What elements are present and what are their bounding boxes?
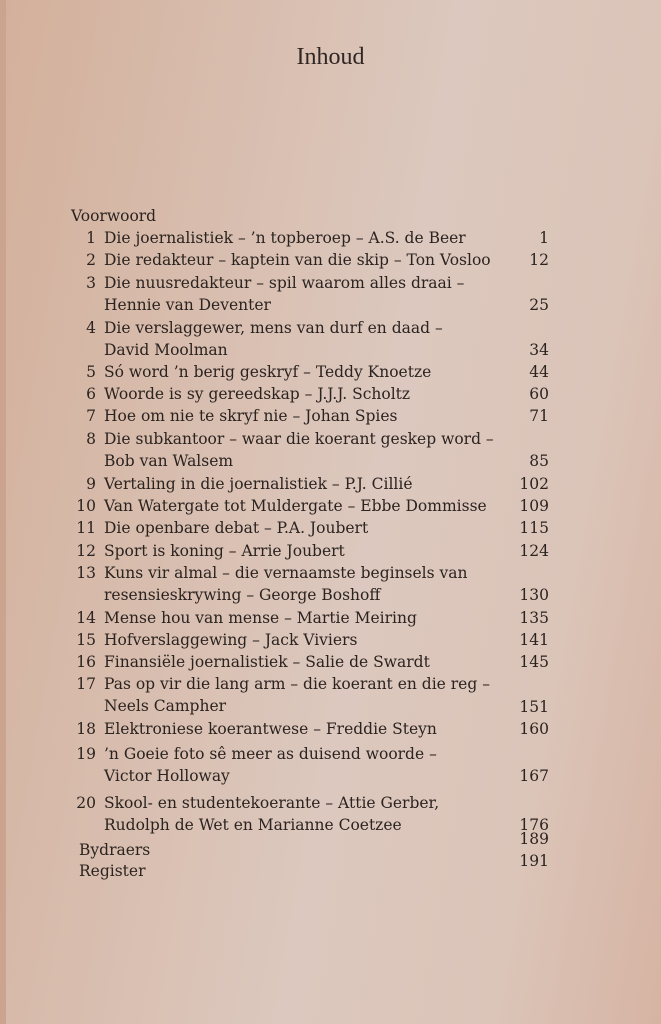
toc-entry-page: 124	[519, 542, 549, 560]
toc-entry-number: 12	[76, 542, 96, 560]
toc-entry-number: 8	[86, 430, 96, 448]
toc-entry-title: Van Watergate tot Muldergate – Ebbe Dommisse	[104, 497, 487, 515]
toc-entry-page: 115	[519, 519, 549, 537]
toc-entry-page: 145	[519, 653, 549, 671]
page-title: Inhoud	[296, 44, 365, 70]
toc-entry-page: 25	[529, 296, 549, 314]
toc-entry-number: 10	[76, 497, 96, 515]
toc-entry-title: Die subkantoor – waar die koerant geskep word –	[104, 430, 494, 448]
toc-entry-number: 6	[86, 385, 96, 403]
toc-entry-title: Hoe om nie te skryf nie – Johan Spies	[104, 407, 398, 425]
toc-entry-number: 13	[76, 564, 96, 582]
toc-entry-page: 176	[519, 816, 549, 834]
toc-back-bydraers: Bydraers	[79, 841, 151, 859]
toc-entry-title-continued: Neels Campher	[104, 697, 227, 716]
toc-entry-title: Skool- en studentekoerante – Attie Gerber,	[104, 794, 440, 812]
toc-entry-title: Mense hou van mense – Martie Meiring	[104, 609, 417, 627]
toc-entry-title: Die openbare debat – P.A. Joubert	[104, 519, 369, 537]
toc-entry-number: 7	[86, 407, 96, 425]
toc-entry-page: 109	[519, 497, 549, 515]
toc-entry-title: Die verslaggewer, mens van durf en daad –	[104, 319, 443, 337]
toc-entry-page: 160	[519, 720, 549, 738]
toc-entry-number: 19	[76, 745, 96, 763]
toc-entry-page: 44	[529, 363, 549, 381]
toc-back-page: 191	[519, 852, 549, 870]
toc-entry-page: 71	[529, 407, 549, 425]
toc-entry-number: 11	[76, 519, 96, 537]
toc-entry-title: Woorde is sy gereedskap – J.J.J. Scholtz	[104, 385, 411, 403]
toc-entry-number: 18	[76, 720, 96, 738]
toc-entry-page: 130	[519, 586, 549, 604]
toc-entry-page: 85	[529, 452, 549, 470]
toc-entry-title: Kuns vir almal – die vernaamste beginsels van	[104, 564, 468, 582]
toc-back-register: Register	[79, 862, 146, 880]
toc-entry-number: 14	[76, 609, 96, 627]
toc-entry-title-continued: Rudolph de Wet en Marianne Coetzee	[104, 816, 402, 835]
toc-entry-page: 102	[519, 475, 549, 493]
toc-entry-title-continued: Hennie van Deventer	[104, 296, 271, 315]
toc-entry-title: Die nuusredakteur – spil waarom alles draai –	[104, 274, 465, 292]
toc-entry-title: ’n Goeie foto sê meer as duisend woorde –	[104, 745, 437, 763]
toc-entry-number: 9	[86, 475, 96, 493]
toc-entry-page: 34	[529, 341, 549, 359]
toc-entry-page: 167	[519, 767, 549, 785]
toc-entry-number: 2	[86, 251, 96, 269]
toc-entry-title: Hofverslaggewing – Jack Viviers	[104, 631, 358, 649]
toc-entry-title: Die redakteur – kaptein van die skip – Ton Vosloo	[104, 251, 491, 269]
toc-entry-number: 15	[76, 631, 96, 649]
toc-entry-page: 12	[529, 251, 549, 269]
toc-entry-number: 4	[86, 319, 96, 337]
toc-entry-title: Finansiële joernalistiek – Salie de Swardt	[104, 653, 430, 671]
toc-entry-number: 3	[86, 274, 96, 292]
toc-entry-number: 5	[86, 363, 96, 381]
toc-entry-title-continued: Bob van Walsem	[104, 452, 234, 471]
toc-entry-page: 135	[519, 609, 549, 627]
toc-entry-page: 1	[539, 229, 549, 247]
toc-entry-page: 60	[529, 385, 549, 403]
toc-entry-title-continued: David Moolman	[104, 341, 228, 360]
toc-entry-title: Sport is koning – Arrie Joubert	[104, 542, 345, 560]
toc-entry-title: Pas op vir die lang arm – die koerant en die reg –	[104, 675, 490, 693]
toc-entry-title: Só word ’n berig geskryf – Teddy Knoetze	[104, 363, 432, 381]
page-edge	[0, 0, 6, 1024]
toc-entry-number: 16	[76, 653, 96, 671]
toc-entry-number: 1	[86, 229, 96, 247]
toc-entry-title-continued: Victor Holloway	[104, 767, 230, 786]
toc-entry-page: 141	[519, 631, 549, 649]
toc-entry-number: 20	[76, 794, 96, 812]
toc-front-voorwoord: Voorwoord	[71, 207, 157, 225]
toc-entry-title: Elektroniese koerantwese – Freddie Steyn	[104, 720, 437, 738]
toc-back-page: 189	[519, 830, 549, 848]
toc-entry-title: Vertaling in die joernalistiek – P.J. Cillié	[104, 475, 413, 493]
toc-entry-number: 17	[76, 675, 96, 693]
toc-entry-page: 151	[519, 698, 549, 716]
toc-entry-title: Die joernalistiek – ’n topberoep – A.S. de Beer	[104, 229, 466, 247]
toc-entry-title-continued: resensieskrywing – George Boshoff	[104, 586, 381, 605]
